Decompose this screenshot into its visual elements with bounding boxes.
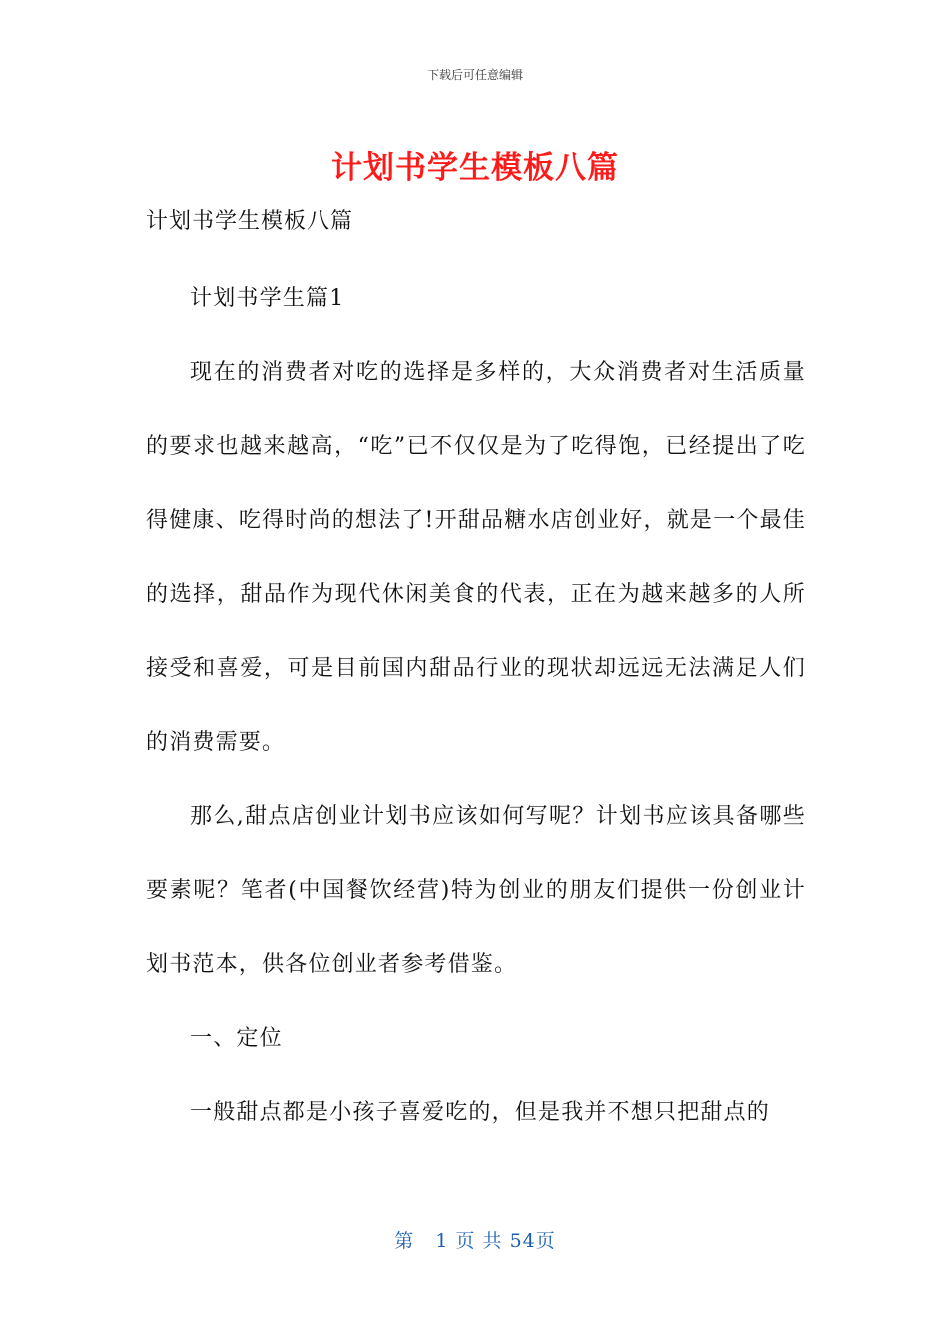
section-heading: 一、定位 bbox=[190, 1026, 283, 1051]
section-heading: 计划书学生篇1 bbox=[190, 286, 345, 311]
body-paragraph: 一般甜点都是小孩子喜爱吃的，但是我并不想只把甜点的 bbox=[190, 1100, 771, 1125]
footer-middle: 页 共 bbox=[455, 1230, 503, 1252]
footer-suffix: 页 bbox=[535, 1230, 556, 1252]
document-subtitle: 计划书学生模板八篇 bbox=[146, 209, 354, 234]
body-paragraph: 现在的消费者对吃的选择是多样的，大众消费者对生活质量的要求也越来越高，“吃”已不仅仅是为了吃得饱，已经提出了吃得健康、吃得时尚的想法了!开甜品糖水店创业好，就是一个最佳的选择，甜品作为现代休闲美食的代表，正在为越来越多的人所接受和喜爱，可是目前国内甜品行业的现状却远远无法满足人们的消费需要。 bbox=[146, 360, 806, 755]
document-title: 计划书学生模板八篇 bbox=[331, 150, 619, 186]
body-paragraph: 那么,甜点店创业计划书应该如何写呢？计划书应该具备哪些要素呢？笔者(中国餐饮经营)特为创业的朋友们提供一份创业计划书范本，供各位创业者参考借鉴。 bbox=[146, 804, 806, 977]
current-page-number: 1 bbox=[435, 1230, 449, 1252]
footer-prefix: 第 bbox=[394, 1230, 415, 1252]
header-note: 下载后可任意编辑 bbox=[426, 68, 523, 82]
total-pages-number: 54 bbox=[509, 1230, 536, 1252]
page-footer bbox=[0, 1226, 950, 1253]
document-body bbox=[146, 262, 806, 1150]
